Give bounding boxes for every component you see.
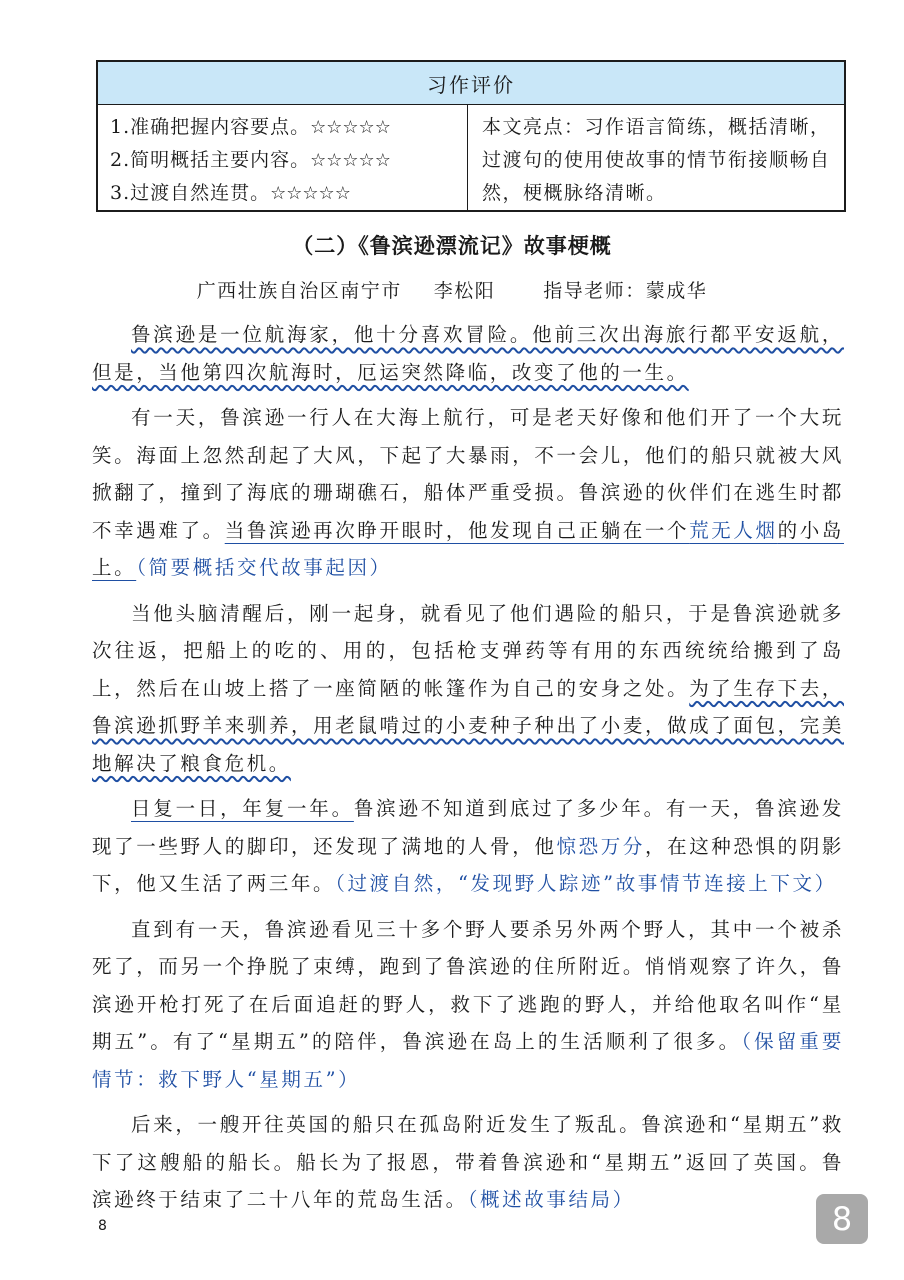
article-title: （二）《鲁滨逊漂流记》故事梗概 — [292, 234, 612, 258]
paragraph-text: 后来，一艘开往英国的船只在孤岛附近发生了叛乱。鲁滨逊和“星期五”救下了这艘船的船长。船长为了报恩，带着鲁滨逊和“星期五”返回了英国。鲁滨逊终于结束了二十八年的荒岛生活。 — [92, 1113, 844, 1211]
criterion-text: 1.准确把握内容要点。 — [110, 116, 311, 138]
article-body — [92, 316, 844, 1227]
paragraph-text: 直到有一天，鲁滨逊看见三十多个野人要杀另外两个野人，其中一个被杀死了，而另一个挣脱了束缚，跑到了鲁滨逊的住所附近。悄悄观察了许久，鲁滨逊开枪打死了在后面追赶的野人，救下了逃跑的野人，并给他取名叫作“星期五”。有了“星期五”的陪伴，鲁滨逊在岛上的生活顺利了很多。 — [92, 917, 844, 1053]
evaluation-heading: 习作评价 — [98, 62, 844, 105]
byline — [0, 276, 904, 303]
author-name: 李松阳 — [433, 280, 496, 302]
highlighted-word: 荒无人烟 — [689, 518, 778, 542]
highlight-comment: 本文亮点：习作语言简练，概括清晰，过渡句的使用使故事的情节衔接顺畅自然，梗概脉络清晰。 — [482, 116, 831, 204]
criterion-text: 3.过渡自然连贯。 — [110, 182, 271, 204]
criterion-item — [110, 144, 467, 177]
paragraph-text: 有一天，鲁滨逊一行人在大海上航行，可是老天好像和他们开了一个大玩笑。海面上忽然刮起了大风，下起了大暴雨，不一会儿，他们的船只就被大风掀翻了，撞到了海底的珊瑚礁石，船体严重受损。鲁滨逊的伙伴们在逃生时都不幸遇难了。 — [92, 406, 844, 542]
criterion-item — [110, 177, 467, 210]
underlined-segment: 当鲁滨逊再次睁开眼时，他发现自己正躺在一个 — [224, 518, 690, 542]
page-number: 8 — [98, 1218, 107, 1234]
criterion-item — [110, 111, 467, 144]
paragraph — [92, 595, 844, 783]
teacher-name: 指导老师：蒙成华 — [543, 280, 708, 302]
evaluation-body — [98, 105, 844, 211]
wavy-underlined-text: 鲁滨逊是一位航海家，他十分喜欢冒险。他前三次出海旅行都平安返航，但是，当他第四次航海时，厄运突然降临，改变了他的一生。 — [92, 323, 844, 384]
paragraph-text: 当他头脑清醒后，刚一起身，就看见了他们遇险的船只，于是鲁滨逊就多次往返，把船上的吃的、用的，包括枪支弹药等有用的东西统统给搬到了岛上，然后在山坡上搭了一座简陋的帐篷作为自己的安身之处。 — [92, 601, 844, 700]
criteria-list — [98, 105, 468, 211]
underlined-text: 日复一日，年复一年。 — [131, 797, 354, 820]
star-rating: ☆☆☆☆☆ — [310, 117, 391, 138]
annotation-note: （过渡自然，“发现野人踪迹”故事情节连接上下文） — [335, 872, 837, 895]
annotation-note: （简要概括交代故事起因） — [136, 556, 392, 579]
paragraph-text: 鲁滨逊不知道到底过了多少年。有一天，鲁滨逊发现了一些野人的脚印，还发现了满地的人骨，他 — [92, 797, 844, 858]
annotation-note: （概述故事结局） — [467, 1188, 635, 1211]
evaluation-table — [96, 60, 846, 212]
page-badge[interactable]: 8 — [816, 1194, 868, 1244]
criterion-text: 2.简明概括主要内容。 — [110, 149, 311, 171]
annotation-note: （保留重要情节：救下野人“星期五”） — [92, 1030, 844, 1091]
star-rating: ☆☆☆☆☆ — [310, 150, 391, 171]
paragraph — [92, 316, 844, 391]
star-rating: ☆☆☆☆☆ — [270, 183, 351, 204]
highlighted-word: 惊恐万分 — [556, 834, 645, 858]
author-region: 广西壮族自治区南宁市 — [196, 280, 402, 302]
underlined-segment: 的小岛上。 — [92, 518, 844, 579]
paragraph-text: ，在这种恐惧的阴影下，他又生活了两三年。 — [92, 834, 844, 895]
wavy-underlined-text: 为了生存下去，鲁滨逊抓野羊来驯养，用老鼠啃过的小麦种子种出了小麦，做成了面包，完美地解决了粮食危机。 — [92, 676, 844, 775]
paragraph — [92, 911, 844, 1099]
paragraph — [92, 790, 844, 903]
paragraph — [92, 1106, 844, 1219]
paragraph — [92, 399, 844, 587]
